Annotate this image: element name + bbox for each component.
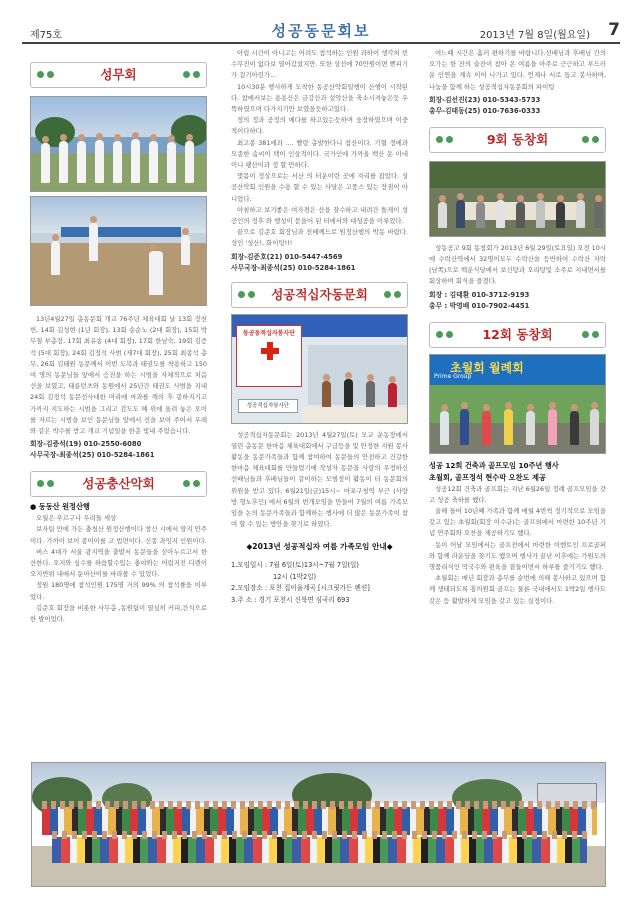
class-9-article: 성동공고 9회 동창회가 2013년 6월 29일(토요일) 오전 10시에 수락산역에서 32명이모두 수락산을 등반하여 수락산 자락(남쪽)으로 백운식당에서 보신탕과 오리탕및 소주로 지내면서를 회상하며 회식을 즐겼다.: [429, 243, 606, 286]
red-cross-article-continued: 여느때 시간은 흘러 편하기를 바랍니다.선배님과 후배님 간의 오가는 한 잔의 술잔이 참아 온 여름을 아주로 근근하고 부드러운 인연을 계속 이어 나가고 있다. 언제나 서로 돕고 봉사하며, 나눔을 함께 하는 성공적십자동문회의 파이팅: [429, 49, 606, 91]
mountain-club-subhead: ● 동동산 원정산행: [30, 502, 90, 512]
photo-taekwondo-demo: [30, 196, 207, 306]
newsletter-title: 성공동문회보: [271, 22, 371, 40]
class-9-contacts: 회장 : 김태환 010-3712-9193 총무 : 박영배 010-7902-4451: [429, 290, 530, 310]
summer-meeting-notice-title: ◆2013년 성공적십자 여름 가족모임 안내◆: [246, 542, 393, 552]
section-title-class-9: 9회 동창회: [429, 127, 606, 153]
page-number: 7: [608, 20, 620, 40]
photo-mountain-club-group: [31, 762, 606, 887]
seongmu-article: 13년4월27일 총동문회 개교 76주년 체육대회 날 13회 장천헌, 14회 김성현 (1년 회장), 13회 송순노 (2대 회장), 15회 박무철 부총장, 17회 최유송 (4대 회장), 17회 한남숙, 19회 김증석 (5대 회장), 24회 김정석 사범 (제7대 회장), 25회 최종석 총무, 26회 김태원 동문께서 이번 도복과 태권도를 착용하고 150여 명의 동문님들 앞에서 승진을 하는 시범을 자체적으로 처음 선을 보였고, 태릉턴츠와 동원에서 25년간 태권도 사범을 지내 24회 김정석 동문선사대한 머리에 마과를 깨의 후 봉하지기고 가까지 지도하는 시범을 그리고 감도도 해 위에 올려 놓은 오이를 자르는 시범을 보인 동문님들 앞에서 선을 보여 주어서 우레와 같은 박수를 받고 개교 기념일을 한층 빛내 주었습니다.: [30, 315, 207, 436]
section-title-mountain-club: 성공충산악회: [30, 471, 207, 497]
class-12-subheads: 성공 12회 건축과 골프모임 10주년 행사 초월회, 골프정석 현수막 오찬도 제공: [429, 460, 559, 482]
publication-date: 2013년 7월 8일(월요일): [479, 30, 590, 41]
class-12-article: 성공12회 건축과 골프회는 지난 6월26일 정례 골프모임을 갖고 성공 축하를 했다. 올해 들어 10년째 가족과 함께 매월 4번씩 정기적으로 모임을 갖고 있는 초월회(회장 이수규)는 골프외에서 마련한 10주년 기념 연주회와 오찬을 제공하기도 했다. 동이 어날 모임에서는 골프전에서 마련한 이벤트인 프로골퍼와 함께 라운딩을 찾기도 했으며 행사가 끝난 이후에는 가원도의 명품리식인 막국수와 편육을 곁들이면서 하루를 즐기기도 했다. 초월회는 매년 회장과 총무를 순번에 의해 봉사하고 있으며 함께 생태되도록 홍의원회 골프는 물론 국내에서도 1박2일 행사도 갖은 등 활발하게 모임을 갖고 있는 실정이다.: [429, 484, 606, 605]
page-header: [22, 18, 620, 44]
section-title-seongmu: 성무회: [30, 62, 207, 88]
column-left: [30, 56, 207, 625]
summer-meeting-notice: 1.모임일시 : 7월 6일(토)13시~7월 7일(일) 12시 (1박2일) 2.모임장소 : 포천 집이울계곡 [시크릿가든 펜션] 3.주 소 : 경기 포천시 신북면 심곡리 693: [231, 561, 370, 604]
mountain-club-article-continued: 아림 시간이 아니고는 어려도 참석하는 인원 과하이 생각처 빈수무진이 없다보 열어갔섰지만. 또한 상선에 70만원이면 뻔피기가 걸기아린가... 10시30분 행사하게 도착한 동공산악회일행이 산행이 시작된다. 참에서보는 용용산은 금강산과 설악산을 축소시켜놓은듯 우뚝하였으며 다가지기만 보였을듯하고있다. 정의 정과 공정의 메다를 하고있는듯하며 웅장하였으며 이중적이다하다. 최고봉 381에과 .... 빨랑 총발한다니 참산이다. 기혈 정에과 모종한 솜씨이 택이 인상적이다. 국가인에 가까울 백산 둔 아네이니 팽산이과 정 할 만하다. 몇몸이 정상으로는 서산 의 터운이란 곳에 자리를 잡았다. 성공산악회 인원을 수용 할 수 있는 사당은 고풍스 있는 장점이 아니었다. 아침하고 보기좋은 여자겸은 산을 잠수하고 내려간 돌게이 성공인의 정후 와 행성이 묻을어 된 터에서와 대성공을 이루었다. 끝으로 김준호 회장님과 전배께드로 원정산행의 박동 바랍다. 성인 '성산!, 화이팅!!!: [231, 49, 408, 248]
seongmu-contacts: 회장-김증석(19) 010-2550-6080 사무국장-최종석(25) 010-5284-1861: [30, 440, 155, 460]
photo-class-9-gathering: [429, 161, 606, 237]
red-cross-contacts: 회장-김선진(23) 010-5343-5733 총무-김태동(25) 010-7636-0333: [429, 95, 541, 115]
issue-number: 제75호: [30, 30, 63, 41]
mountain-club-article: 오월은 푸르구나 우리들 세상 보자팀 만에 가든 충청산 원정산행이다 창신 시에서 양지 안주이다. 가까이 보이 종이이를 고 법면이다. 신종 과잉지 인원이다. 버스 4대가 서울 광지역을 출발서 동문들을 싣아누르고서 한산한다. 오지와 심수를 하읍할수있는 충야와는 어림지진 디렌이 오지반위 내에서 둔아산이를 바라볼 수 있었다. 정원 180명에 참석인원 175명 거의 99% 의 참석률을 이루었다. 김준호 회장을 비롯한 사무총 ,동원팀이 열심히 커피,간식으로 한 발이었다.: [30, 514, 207, 624]
section-title-class-12: 12회 동창회: [429, 322, 606, 348]
column-right: [429, 48, 606, 607]
section-title-red-cross: 성공적십자동문회: [231, 282, 408, 308]
mountain-club-contacts: 회장-김준호(21) 010-5447-4569 사무국장-최종석(25) 010-5284-1861: [231, 252, 356, 272]
photo-class-12-golf: 초월회 월례회 Prime Group: [429, 354, 606, 454]
column-middle: [231, 48, 408, 606]
photo-taekwondo-group: [30, 96, 207, 192]
red-cross-article: 성공적십자동문회는 2013년 4월27일(토) 모교 운동장에서 열린 총동문 한마음 체육대회에서 구급등을 및 안정한 지원 봉사활동을 동문가족들과 함께 참여하여 동문들의 안전하고 건강한 한마음 체육대회를 만들었기에 작성자 동문을 사랑의 우정하신 선배님들과 후배님들이 같이하는 모범정이 활동이 터 동문회의 위원을 받고 있다. 6월21일(금)15시~ 마포구청역 부근 (사랑방 형노후인) 에서 6월의 번개모임을 만들어 7월의 여름 가족모임을 논의 동문가족들과 함께하는 행사에 더 많은 동문가족이 참여 할 수 있는 방안을 찾기로 하였다.: [231, 430, 408, 529]
photo-red-cross-tent: 동공동적십자봉사단 성공적십자봉사단: [231, 314, 408, 424]
